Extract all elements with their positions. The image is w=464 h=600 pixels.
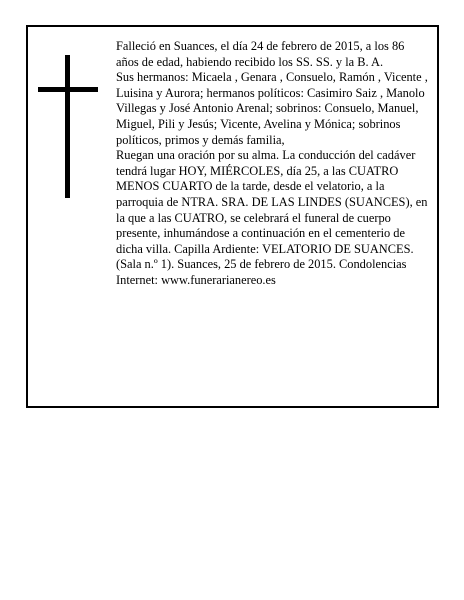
death-announcement-paragraph: Falleció en Suances, el día 24 de febrero de 2015, a los 86 años de edad, habiendo recibido los SS. SS. y la B. A. [116,39,405,69]
obituary-notice [26,25,439,408]
funeral-details-paragraph: Ruegan una oración por su alma. La conducción del cadáver tendrá lugar HOY, MIÉRCOLES, día 25, a las CUATRO MENOS CUARTO de la tarde, desde el velatorio, a la parroquia de NTRA. SRA. DE LAS LINDES (SUANCES), en la que a las CUATRO, se celebrará el funeral de cuerpo presente, inhumándose a continuación en el cementerio de dicha villa. Capilla Ardiente: VELATORIO DE SUANCES. (Sala n.º 1). Suances, 25 de febrero de 2015. Condolencias Internet: www.funerarianereo.es [116,148,428,287]
latin-cross-icon [38,55,98,200]
obituary-text [116,39,428,289]
family-paragraph: Sus hermanos: Micaela , Genara , Consuelo, Ramón , Vicente , Luisina y Aurora; hermanos políticos: Casimiro Saiz , Manolo Villegas y José Antonio Arenal; sobrinos: Consuelo, Manuel, Miguel, Pili y Jesús; Vicente, Avelina y Mónica; sobrinos políticos, primos y demás familia, [116,70,428,147]
cross-vertical-bar [65,55,70,198]
cross-horizontal-bar [38,87,98,92]
